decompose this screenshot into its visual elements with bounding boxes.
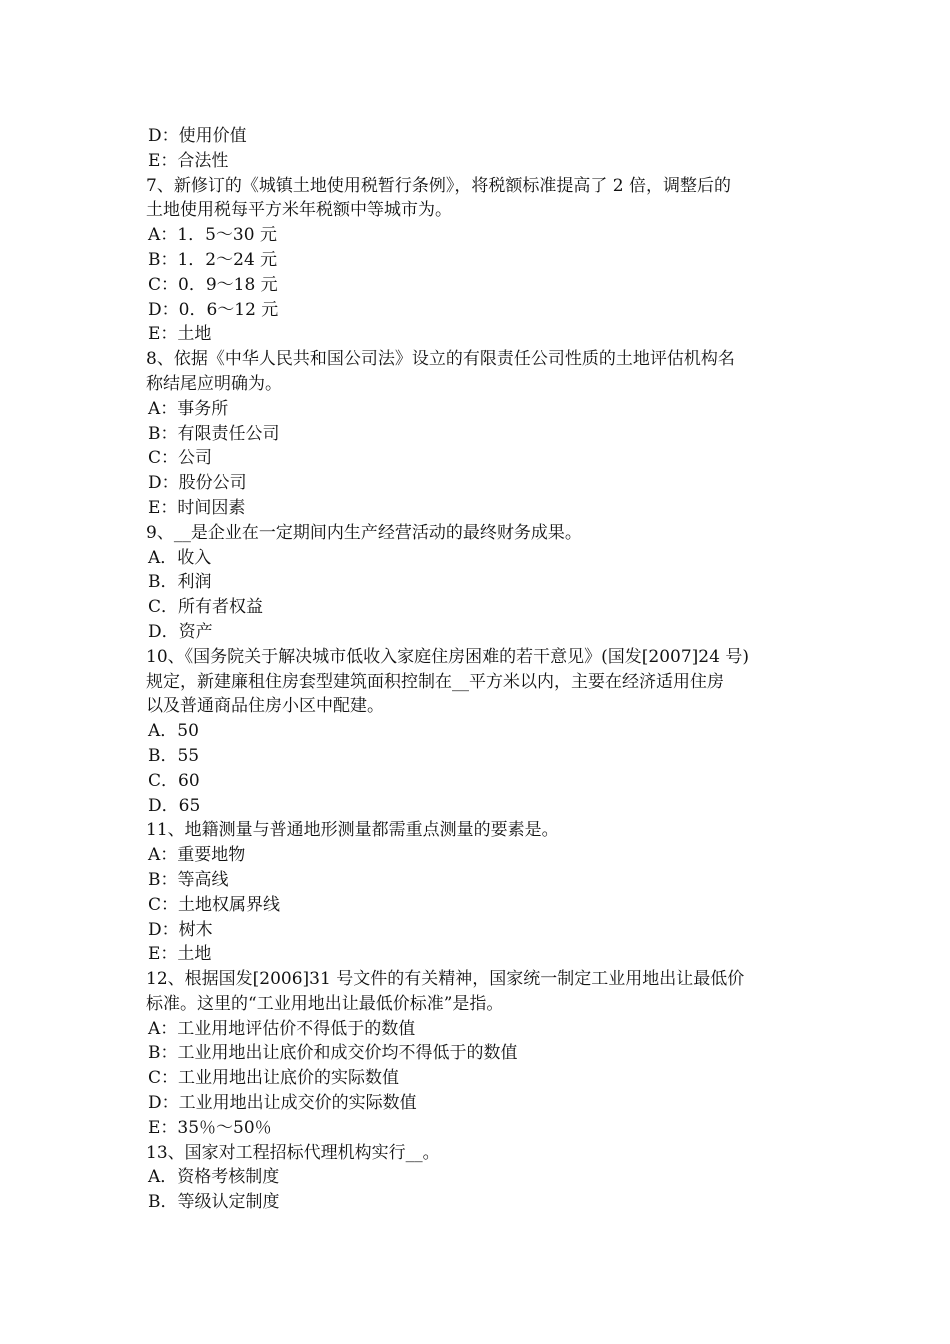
- option-line: E：合法性: [148, 150, 229, 171]
- option-line: C：公司: [148, 448, 213, 469]
- option-line: A：1．5～30 元: [148, 225, 277, 246]
- question-line: 规定，新建廉租住房套型建筑面积控制在__平方米以内，主要在经济适用住房: [146, 671, 724, 692]
- question-line: 土地使用税每平方米年税额中等城市为。: [146, 200, 452, 221]
- option-line: C：土地权属界线: [148, 894, 281, 915]
- option-line: E：土地: [148, 944, 212, 965]
- option-line: C：0．9～18 元: [148, 274, 278, 295]
- option-line: E：35％～50％: [148, 1117, 272, 1138]
- question-line: 称结尾应明确为。: [146, 373, 282, 394]
- option-line: B．等级认定制度: [148, 1192, 280, 1213]
- option-line: A．收入: [148, 547, 212, 568]
- option-line: D．资产: [148, 621, 213, 642]
- option-line: D：树木: [148, 919, 213, 940]
- option-line: C．60: [148, 770, 200, 791]
- option-line: A．50: [148, 721, 199, 742]
- question-line: 13、国家对工程招标代理机构实行__。: [146, 1142, 440, 1163]
- question-line: 12、根据国发[2006]31 号文件的有关精神，国家统一制定工业用地出让最低价: [146, 969, 745, 990]
- option-line: E：时间因素: [148, 497, 246, 518]
- document-body: [146, 124, 810, 1215]
- option-line: D：股份公司: [148, 473, 247, 494]
- question-line: 8、依据《中华人民共和国公司法》设立的有限责任公司性质的土地评估机构名: [146, 349, 735, 370]
- option-line: A：重要地物: [148, 845, 246, 866]
- question-line: 9、__是企业在一定期间内生产经营活动的最终财务成果。: [146, 522, 582, 543]
- option-line: B：1．2～24 元: [148, 249, 278, 270]
- question-line: 以及普通商品住房小区中配建。: [146, 696, 384, 717]
- option-line: D：使用价值: [148, 126, 247, 146]
- option-line: A：工业用地评估价不得低于的数值: [148, 1018, 416, 1039]
- question-line: 10、《国务院关于解决城市低收入家庭住房困难的若干意见》(国发[2007]24 号): [146, 646, 749, 667]
- question-line: 11、地籍测量与普通地形测量都需重点测量的要素是。: [146, 820, 559, 841]
- option-line: E：土地: [148, 324, 212, 345]
- option-line: B．利润: [148, 572, 212, 593]
- option-line: A．资格考核制度: [148, 1167, 280, 1188]
- option-line: C：工业用地出让底价的实际数值: [148, 1068, 400, 1089]
- option-line: D：工业用地出让成交价的实际数值: [148, 1093, 417, 1114]
- question-line: 标准。这里的“工业用地出让最低价标准”是指。: [146, 993, 504, 1014]
- option-line: D：0．6～12 元: [148, 299, 279, 320]
- option-line: B．55: [148, 745, 200, 766]
- option-line: B：有限责任公司: [148, 423, 280, 444]
- option-line: B：工业用地出让底价和成交价均不得低于的数值: [148, 1043, 518, 1064]
- question-line: 7、新修订的《城镇土地使用税暂行条例》，将税额标准提高了 2 倍，调整后的: [146, 175, 731, 196]
- option-line: B：等高线: [148, 869, 229, 890]
- option-line: D．65: [148, 795, 201, 816]
- option-line: C．所有者权益: [148, 597, 264, 618]
- option-line: A：事务所: [148, 398, 229, 419]
